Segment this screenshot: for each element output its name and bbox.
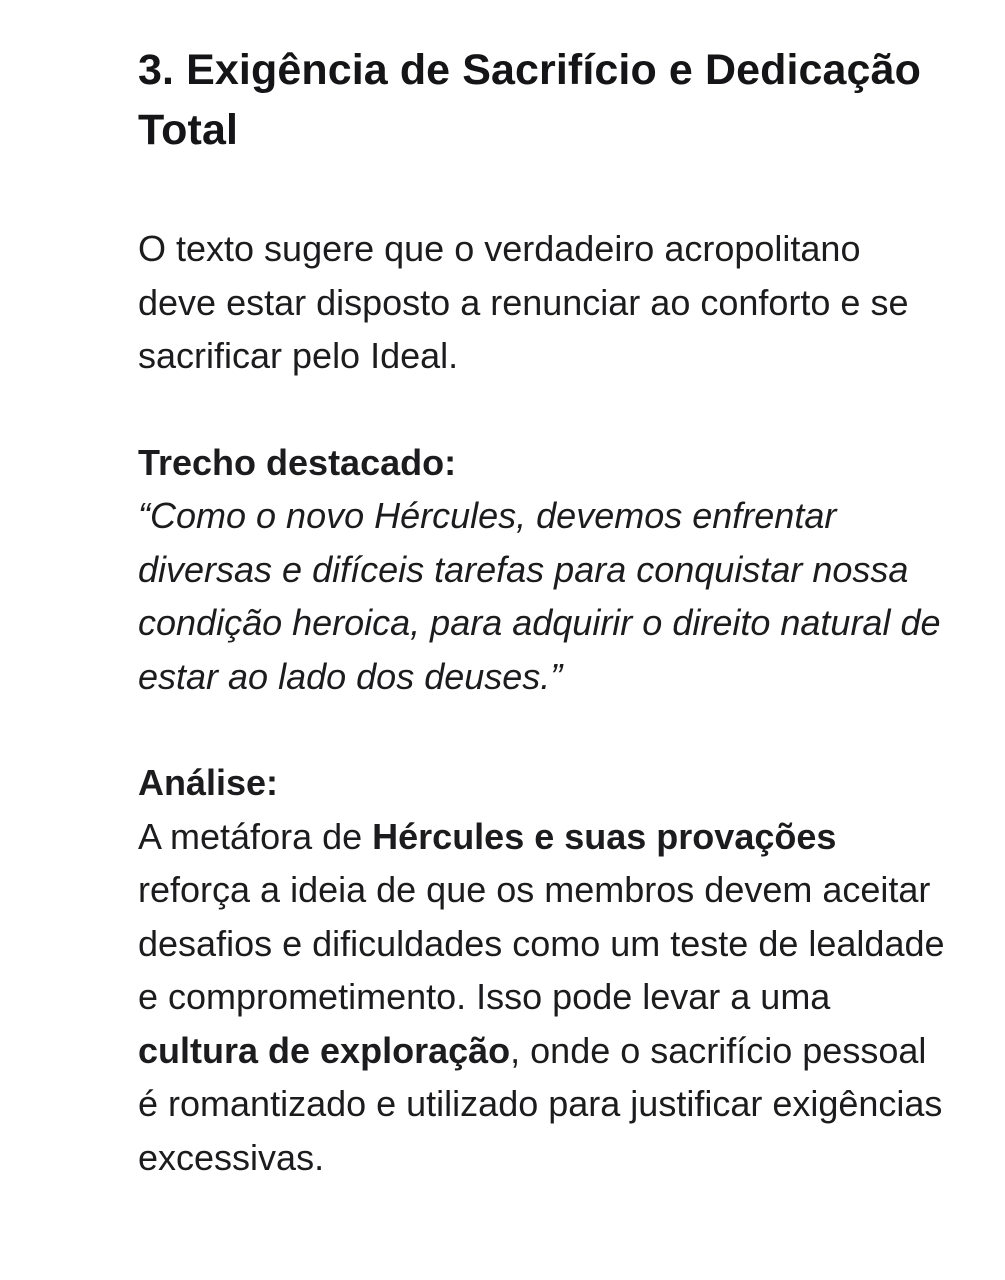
analysis-block xyxy=(138,756,945,1184)
analysis-text-part-1: A metáfora de xyxy=(138,815,373,857)
intro-paragraph: O texto sugere que o verdadeiro acropolitano deve estar disposto a renunciar ao conforto e se sacrificar pelo Ideal. xyxy=(138,228,909,376)
analysis-emphasis-hercules: Hércules e suas provações xyxy=(372,815,837,857)
analysis-text xyxy=(138,816,945,1178)
excerpt-quote: “Como o novo Hércules, devemos enfrentar diversas e difíceis tarefas para conquistar nossa condição heroica, para adquirir o direito natural de estar ao lado dos deuses.” xyxy=(138,495,941,697)
excerpt-block xyxy=(138,436,945,704)
analysis-text-part-3: , onde o sacrifício pessoal é romantizado e utilizado para justificar exigências excessivas. xyxy=(138,1029,943,1178)
analysis-label: Análise: xyxy=(138,762,279,803)
analysis-emphasis-exploration: cultura de exploração xyxy=(138,1029,511,1071)
analysis-text-part-2: reforça a ideia de que os membros devem aceitar desafios e dificuldades como um teste de lealdade e comprometimento. Isso pode levar a uma xyxy=(138,869,945,1017)
section-title: 3. Exigência de Sacrifício e Dedicação Total xyxy=(138,46,921,154)
excerpt-label: Trecho destacado: xyxy=(138,441,457,483)
